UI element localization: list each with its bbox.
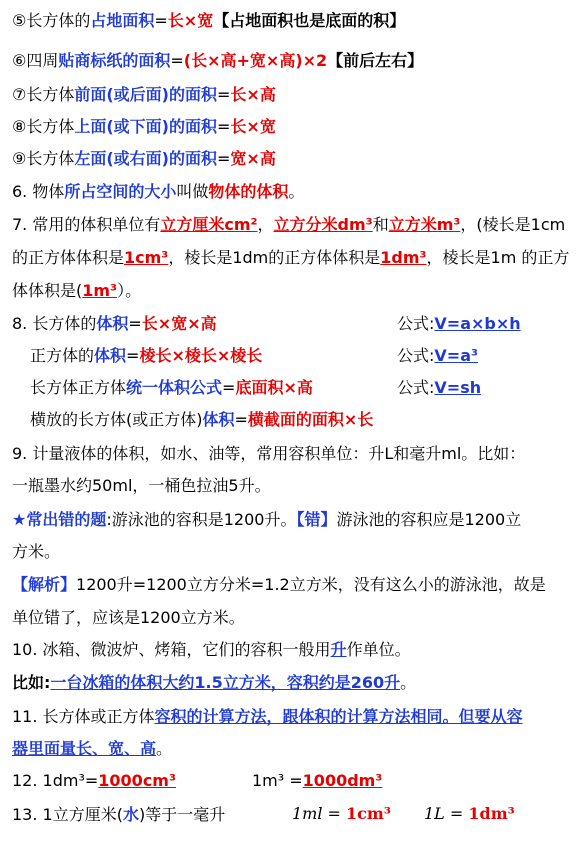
formula: (长×高+宽×高)×2 — [183, 51, 328, 70]
formula: 棱长×棱长×棱长 — [139, 346, 263, 365]
text: ，(棱长是1cm — [460, 215, 566, 234]
formula: 长×宽×高 — [141, 314, 217, 333]
text: 9. 计量液体的体积，如水、油等，常用容积单位：升L和毫升ml。比如： — [12, 444, 526, 463]
text: 叫做 — [176, 182, 209, 201]
term: 统一体积公式 — [126, 378, 223, 397]
formula-unified — [397, 377, 481, 399]
term: 前面(或后面)的面积 — [74, 85, 217, 104]
text: 长方体正方体 — [30, 378, 127, 397]
text: 体体积是( — [12, 281, 83, 300]
formula-cube — [397, 345, 478, 367]
text: 7. 常用的体积单位有 — [12, 215, 161, 234]
label: 公式: — [397, 314, 435, 333]
unit-cubic-cm: 立方厘米cm² — [160, 215, 258, 234]
math-eq: = — [322, 804, 347, 823]
formula: 长×高 — [230, 85, 276, 104]
text: )等于一毫升 — [138, 805, 226, 824]
point-7-end — [12, 280, 141, 302]
term: 上面(或下面)的面积 — [74, 117, 217, 136]
point-7-volume-units — [12, 214, 565, 236]
point-11-capacity — [12, 706, 523, 728]
text: 。 — [156, 739, 173, 758]
point-9-liquid-volume — [12, 443, 525, 465]
formula: 长×宽 — [167, 11, 214, 30]
text: ⑥四周 — [12, 51, 59, 70]
equals: = — [170, 51, 184, 70]
equals: = — [154, 11, 168, 30]
text: ⑤长方体的 — [12, 11, 91, 30]
analysis — [12, 574, 546, 596]
note: 【前后左右】 — [327, 51, 424, 70]
math-eq: = — [444, 804, 469, 823]
math-right: 1dm³ — [468, 804, 515, 823]
unit-liter: 升 — [330, 640, 347, 659]
text: 。 — [288, 182, 305, 201]
label: 公式: — [397, 346, 435, 365]
text: 一瓶墨水约50ml，一桶色拉油5升。 — [12, 476, 271, 495]
text: 作单位。 — [346, 640, 411, 659]
item-8-top-area — [12, 116, 276, 138]
equals: = — [217, 85, 231, 104]
text: ，棱长是1m 的正方 — [426, 248, 570, 267]
equals: = — [128, 314, 142, 333]
text: 1200升=1200立方分米=1.2立方米，没有这么小的游泳池，故是 — [76, 575, 546, 594]
text: 横放的长方体(或正方体) — [30, 410, 203, 429]
answer: 1dm³ — [380, 248, 427, 267]
term: 左面(或右面)的面积 — [74, 149, 217, 168]
answer: 1m³ — [82, 281, 118, 300]
formula: 宽×高 — [230, 149, 276, 168]
equals: = — [234, 410, 248, 429]
mistake-heading: ★常出错的题 — [12, 510, 107, 529]
analysis-tag: 【解析】 — [12, 575, 77, 594]
point-8-cuboid-volume — [12, 313, 217, 335]
math-left: 1ml — [292, 804, 323, 823]
capacity-note: 容积的计算方法，跟体积的计算方法相同。但要从容 — [154, 707, 523, 726]
formula: 底面积×高 — [235, 378, 313, 397]
example-fridge — [12, 672, 416, 694]
common-mistake — [12, 509, 521, 531]
text: 单位错了，应该是1200立方米。 — [12, 608, 245, 627]
answer: 1000dm³ — [302, 771, 383, 790]
term: 贴商标纸的面积 — [58, 51, 171, 70]
text: 11. 长方体或正方体 — [12, 707, 155, 726]
equals: = — [222, 378, 236, 397]
formula-value: V=a³ — [434, 346, 478, 365]
text: 正方体的 — [30, 346, 95, 365]
text: 游泳池的容积应是1200立 — [336, 510, 522, 529]
text: ⑨长方体 — [12, 149, 75, 168]
term: 占地面积 — [90, 11, 155, 30]
text: ⑦长方体 — [12, 85, 75, 104]
answer: 1000cm³ — [98, 771, 176, 790]
point-12-conversion-2 — [252, 770, 382, 792]
point-7-continued — [12, 247, 569, 269]
cube-volume — [30, 345, 262, 367]
text: 和 — [372, 215, 389, 234]
point-6-volume-definition — [12, 181, 304, 203]
unit-cubic-dm: 立方分米dm³ — [273, 215, 373, 234]
math-left: 1L — [424, 804, 445, 823]
text: 1m³ = — [252, 771, 303, 790]
formula-value: V=a×b×h — [434, 314, 521, 333]
text: 的正方体体积是 — [12, 248, 125, 267]
equals: = — [217, 117, 231, 136]
term: 体积 — [202, 410, 235, 429]
analysis-end — [12, 607, 245, 629]
equals: = — [217, 149, 231, 168]
note: 【占地面积也是底面的积】 — [213, 11, 406, 30]
text: :游泳池的容积是1200升。 — [106, 510, 297, 529]
example-label: 比如: — [12, 673, 51, 692]
text: 。 — [400, 673, 417, 692]
equals: = — [126, 346, 140, 365]
item-9-left-area — [12, 148, 276, 170]
term: 体积 — [96, 314, 129, 333]
point-13-cubic-cm-water — [12, 804, 225, 826]
point-12-conversion — [12, 770, 176, 792]
horizontal-volume — [30, 409, 373, 431]
item-5-land-area — [12, 10, 405, 32]
formula-cuboid — [397, 313, 521, 335]
formula: 长×宽 — [230, 117, 276, 136]
point-9-examples — [12, 475, 271, 497]
math-right: 1cm³ — [346, 804, 391, 823]
point-10-appliances — [12, 639, 411, 661]
term: 体积 — [94, 346, 127, 365]
label: 公式: — [397, 378, 435, 397]
math-liter-equation — [424, 803, 515, 825]
capacity-note: 器里面量长、宽、高 — [12, 739, 157, 758]
formula: 横截面的面积×长 — [247, 410, 374, 429]
term: 物体的体积 — [208, 182, 289, 201]
item-6-label-paper-area — [12, 50, 423, 72]
text: ⑧长方体 — [12, 117, 75, 136]
text: ， — [257, 215, 274, 234]
common-mistake-end — [12, 541, 60, 563]
term: 所占空间的大小 — [64, 182, 177, 201]
water: 水 — [122, 805, 139, 824]
unified-volume — [30, 377, 313, 399]
text: ）。 — [117, 281, 142, 300]
example-text: 一台冰箱的体积大约1.5立方米，容积约是260升 — [50, 673, 401, 692]
wrong-tag: 【错】 — [296, 510, 337, 529]
text: ，棱长是1dm的正方体体积是 — [168, 248, 381, 267]
text: 12. 1dm³= — [12, 771, 99, 790]
text: 10. 冰箱、微波炉、烤箱，它们的容积一般用 — [12, 640, 331, 659]
text: 13. 1立方厘米( — [12, 805, 123, 824]
unit-cubic-m: 立方米m³ — [388, 215, 461, 234]
answer: 1cm³ — [124, 248, 169, 267]
text: 方米。 — [12, 542, 61, 561]
text: 8. 长方体的 — [12, 314, 97, 333]
point-11-end — [12, 738, 172, 760]
formula-value: V=sh — [434, 378, 482, 397]
item-7-front-area — [12, 84, 276, 106]
text: 6. 物体 — [12, 182, 65, 201]
math-ml-equation — [292, 803, 391, 825]
